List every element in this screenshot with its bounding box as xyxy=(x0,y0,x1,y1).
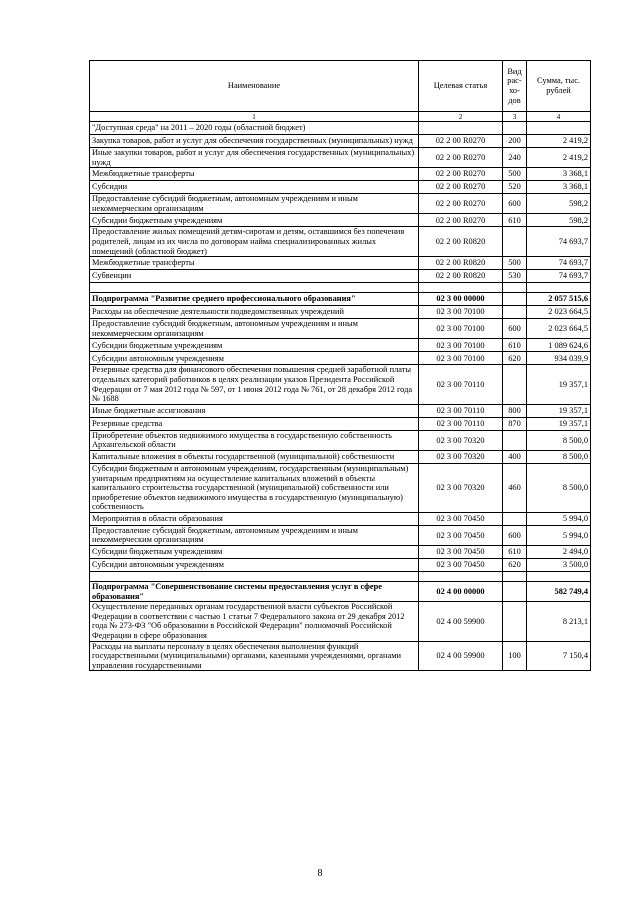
row-name-cell: Резервные средства для финансового обеспечения повышения средней заработной платы отдельных категорий работников в целях реализации указов Президента Российской Федерации от 7 мая 2012 года № 597, от 1 июня 2012 года № 761, от 28 декабря 2012 года № 1688 xyxy=(90,365,419,404)
table-row xyxy=(90,365,591,404)
row-code-cell: 02 3 00 70320 xyxy=(419,463,503,512)
row-name-cell: Предоставление субсидий бюджетным, автономным учреждениям и иным некоммерческим организациям xyxy=(90,319,419,339)
row-name-cell: Субсидии бюджетным и автономным учреждениям, государственным (муниципальным) унитарным предприятиям на осуществление капитальных вложений в объекты капитального строительства государственной (муниципальной) собственности или приобретение объектов недвижимого имущества в государственную (муниципальную) собственность xyxy=(90,463,419,512)
row-kind-cell xyxy=(503,512,527,525)
row-name-cell: Субсидии xyxy=(90,181,419,194)
table-row xyxy=(90,270,591,283)
header-sum: Сумма, тыс. рублей xyxy=(527,61,591,112)
table-row xyxy=(90,546,591,559)
row-sum-cell: 598,2 xyxy=(527,214,591,227)
column-numbers-row xyxy=(90,112,591,122)
row-sum-cell: 8 500,0 xyxy=(527,430,591,450)
row-sum-cell: 2 419,2 xyxy=(527,148,591,168)
row-name-cell: Расходы на выплаты персоналу в целях обеспечения выполнения функций государственными (муниципальными) органами, казенными учреждениями, органами управления государственными xyxy=(90,641,419,671)
row-kind-cell: 610 xyxy=(503,339,527,352)
row-sum-cell: 2 023 664,5 xyxy=(527,319,591,339)
table-header-row xyxy=(90,61,591,112)
row-name-cell: Субсидии бюджетным учреждениям xyxy=(90,339,419,352)
empty-cell xyxy=(90,283,419,293)
row-code-cell: 02 4 00 59900 xyxy=(419,602,503,641)
row-sum-cell: 2 023 664,5 xyxy=(527,306,591,319)
subprogram-row xyxy=(90,582,591,602)
row-kind-cell: 600 xyxy=(503,319,527,339)
column-number: 4 xyxy=(527,112,591,122)
budget-table xyxy=(89,60,591,671)
table-row xyxy=(90,352,591,365)
row-kind-cell: 870 xyxy=(503,417,527,430)
column-number: 2 xyxy=(419,112,503,122)
row-code-cell xyxy=(419,122,503,135)
row-code-cell: 02 2 00 R0270 xyxy=(419,214,503,227)
table-row xyxy=(90,168,591,181)
row-kind-cell: 530 xyxy=(503,270,527,283)
row-code-cell: 02 3 00 70320 xyxy=(419,430,503,450)
table-row xyxy=(90,430,591,450)
row-sum-cell: 582 749,4 xyxy=(527,582,591,602)
empty-cell xyxy=(419,283,503,293)
row-code-cell: 02 3 00 70100 xyxy=(419,339,503,352)
table-row xyxy=(90,194,591,214)
table-row xyxy=(90,306,591,319)
row-code-cell: 02 4 00 59900 xyxy=(419,641,503,671)
row-code-cell: 02 2 00 R0270 xyxy=(419,148,503,168)
row-code-cell: 02 3 00 70110 xyxy=(419,417,503,430)
row-sum-cell: 19 357,1 xyxy=(527,404,591,417)
row-code-cell: 02 3 00 70450 xyxy=(419,559,503,572)
empty-cell xyxy=(503,572,527,582)
row-kind-cell xyxy=(503,602,527,641)
row-kind-cell: 610 xyxy=(503,214,527,227)
table-body xyxy=(90,122,591,671)
table-row xyxy=(90,257,591,270)
row-sum-cell: 8 500,0 xyxy=(527,450,591,463)
table-row xyxy=(90,602,591,641)
table-row xyxy=(90,148,591,168)
row-name-cell: Субсидии автономным учреждениям xyxy=(90,559,419,572)
row-code-cell: 02 3 00 70110 xyxy=(419,404,503,417)
row-kind-cell: 610 xyxy=(503,546,527,559)
row-kind-cell xyxy=(503,293,527,306)
table-row xyxy=(90,463,591,512)
empty-cell xyxy=(419,572,503,582)
table-row xyxy=(90,122,591,135)
row-kind-cell: 800 xyxy=(503,404,527,417)
table-row xyxy=(90,559,591,572)
table-row xyxy=(90,450,591,463)
row-sum-cell xyxy=(527,122,591,135)
table-row xyxy=(90,181,591,194)
table-row xyxy=(90,319,591,339)
row-code-cell: 02 3 00 00000 xyxy=(419,293,503,306)
row-name-cell: Капитальные вложения в объекты государственной (муниципальной) собственности xyxy=(90,450,419,463)
row-kind-cell: 520 xyxy=(503,181,527,194)
table-row xyxy=(90,525,591,545)
row-name-cell: Подпрограмма "Развитие среднего профессионального образования" xyxy=(90,293,419,306)
row-kind-cell xyxy=(503,227,527,257)
row-sum-cell: 1 089 624,6 xyxy=(527,339,591,352)
row-name-cell: Субсидии бюджетным учреждениям xyxy=(90,546,419,559)
row-sum-cell: 5 994,0 xyxy=(527,525,591,545)
row-code-cell: 02 2 00 R0270 xyxy=(419,135,503,148)
row-kind-cell: 600 xyxy=(503,194,527,214)
row-kind-cell: 500 xyxy=(503,168,527,181)
row-sum-cell: 74 693,7 xyxy=(527,227,591,257)
row-code-cell: 02 3 00 70100 xyxy=(419,306,503,319)
table-row xyxy=(90,214,591,227)
row-code-cell: 02 2 00 R0820 xyxy=(419,227,503,257)
row-name-cell: "Доступная среда" на 2011 – 2020 годы (областной бюджет) xyxy=(90,122,419,135)
empty-cell xyxy=(90,572,419,582)
row-kind-cell: 620 xyxy=(503,559,527,572)
row-kind-cell xyxy=(503,365,527,404)
spacer-row xyxy=(90,572,591,582)
row-sum-cell: 598,2 xyxy=(527,194,591,214)
row-code-cell: 02 2 00 R0270 xyxy=(419,194,503,214)
header-name: Наименование xyxy=(90,61,419,112)
page-number: 8 xyxy=(317,868,323,879)
row-sum-cell: 5 994,0 xyxy=(527,512,591,525)
table-row xyxy=(90,641,591,671)
row-name-cell: Иные закупки товаров, работ и услуг для обеспечения государственных (муниципальных) нужд xyxy=(90,148,419,168)
row-sum-cell: 8 500,0 xyxy=(527,463,591,512)
row-code-cell: 02 4 00 00000 xyxy=(419,582,503,602)
header-code: Целевая статья xyxy=(419,61,503,112)
row-name-cell: Предоставление жилых помещений детям-сиротам и детям, оставшимся без попечения родителей, лицам из их числа по договорам найма специализированных жилых помещений (областной бюджет) xyxy=(90,227,419,257)
row-name-cell: Предоставление субсидий бюджетным, автономным учреждениям и иным некоммерческим организациям xyxy=(90,194,419,214)
row-sum-cell: 3 500,0 xyxy=(527,559,591,572)
row-sum-cell: 19 357,1 xyxy=(527,417,591,430)
row-name-cell: Закупка товаров, работ и услуг для обеспечения государственных (муниципальных) нужд xyxy=(90,135,419,148)
row-name-cell: Предоставление субсидий бюджетным, автономным учреждениям и иным некоммерческим организациям xyxy=(90,525,419,545)
row-kind-cell: 100 xyxy=(503,641,527,671)
row-name-cell: Осуществление переданных органам государственной власти субъектов Российской Федерации в соответствии с частью 1 статьи 7 Федерального закона от 29 декабря 2012 года № 273-ФЗ "Об образовании в Российской Федерации" полномочий Российской Федерации в сфере образования xyxy=(90,602,419,641)
row-kind-cell: 600 xyxy=(503,525,527,545)
spacer-row xyxy=(90,283,591,293)
row-kind-cell: 620 xyxy=(503,352,527,365)
header-kind: Вид рас-хо-дов xyxy=(503,61,527,112)
table-row xyxy=(90,404,591,417)
row-code-cell: 02 3 00 70450 xyxy=(419,525,503,545)
table-row xyxy=(90,135,591,148)
empty-cell xyxy=(527,283,591,293)
table-row xyxy=(90,339,591,352)
subprogram-row xyxy=(90,293,591,306)
column-number: 1 xyxy=(90,112,419,122)
row-code-cell: 02 3 00 70450 xyxy=(419,512,503,525)
row-kind-cell xyxy=(503,122,527,135)
row-name-cell: Приобретение объектов недвижимого имущества в государственную собственность Архангельской области xyxy=(90,430,419,450)
row-sum-cell: 2 419,2 xyxy=(527,135,591,148)
row-sum-cell: 8 213,1 xyxy=(527,602,591,641)
row-kind-cell: 460 xyxy=(503,463,527,512)
empty-cell xyxy=(503,283,527,293)
table-row xyxy=(90,227,591,257)
row-name-cell: Субсидии бюджетным учреждениям xyxy=(90,214,419,227)
row-kind-cell xyxy=(503,430,527,450)
row-sum-cell: 3 368,1 xyxy=(527,181,591,194)
row-kind-cell xyxy=(503,306,527,319)
row-code-cell: 02 3 00 70100 xyxy=(419,319,503,339)
row-kind-cell: 240 xyxy=(503,148,527,168)
row-kind-cell: 500 xyxy=(503,257,527,270)
row-name-cell: Иные бюджетные ассигнования xyxy=(90,404,419,417)
row-sum-cell: 2 494,0 xyxy=(527,546,591,559)
empty-cell xyxy=(527,572,591,582)
row-code-cell: 02 2 00 R0270 xyxy=(419,181,503,194)
row-name-cell: Субвенции xyxy=(90,270,419,283)
row-kind-cell: 400 xyxy=(503,450,527,463)
row-sum-cell: 3 368,1 xyxy=(527,168,591,181)
row-kind-cell: 200 xyxy=(503,135,527,148)
row-name-cell: Резервные средства xyxy=(90,417,419,430)
row-code-cell: 02 3 00 70100 xyxy=(419,352,503,365)
row-name-cell: Межбюджетные трансферты xyxy=(90,257,419,270)
row-name-cell: Расходы на обеспечение деятельности подведомственных учреждений xyxy=(90,306,419,319)
row-name-cell: Субсидии автономным учреждениям xyxy=(90,352,419,365)
row-sum-cell: 7 150,4 xyxy=(527,641,591,671)
column-number: 3 xyxy=(503,112,527,122)
row-code-cell: 02 3 00 70110 xyxy=(419,365,503,404)
table-row xyxy=(90,512,591,525)
row-sum-cell: 74 693,7 xyxy=(527,257,591,270)
row-code-cell: 02 2 00 R0820 xyxy=(419,257,503,270)
row-name-cell: Мероприятия в области образования xyxy=(90,512,419,525)
row-sum-cell: 934 039,9 xyxy=(527,352,591,365)
row-sum-cell: 19 357,1 xyxy=(527,365,591,404)
row-name-cell: Подпрограмма "Совершенствование системы предоставления услуг в сфере образования" xyxy=(90,582,419,602)
row-kind-cell xyxy=(503,582,527,602)
row-name-cell: Межбюджетные трансферты xyxy=(90,168,419,181)
row-code-cell: 02 3 00 70450 xyxy=(419,546,503,559)
row-sum-cell: 2 057 515,6 xyxy=(527,293,591,306)
row-sum-cell: 74 693,7 xyxy=(527,270,591,283)
row-code-cell: 02 3 00 70320 xyxy=(419,450,503,463)
row-code-cell: 02 2 00 R0820 xyxy=(419,270,503,283)
row-code-cell: 02 2 00 R0270 xyxy=(419,168,503,181)
table-row xyxy=(90,417,591,430)
